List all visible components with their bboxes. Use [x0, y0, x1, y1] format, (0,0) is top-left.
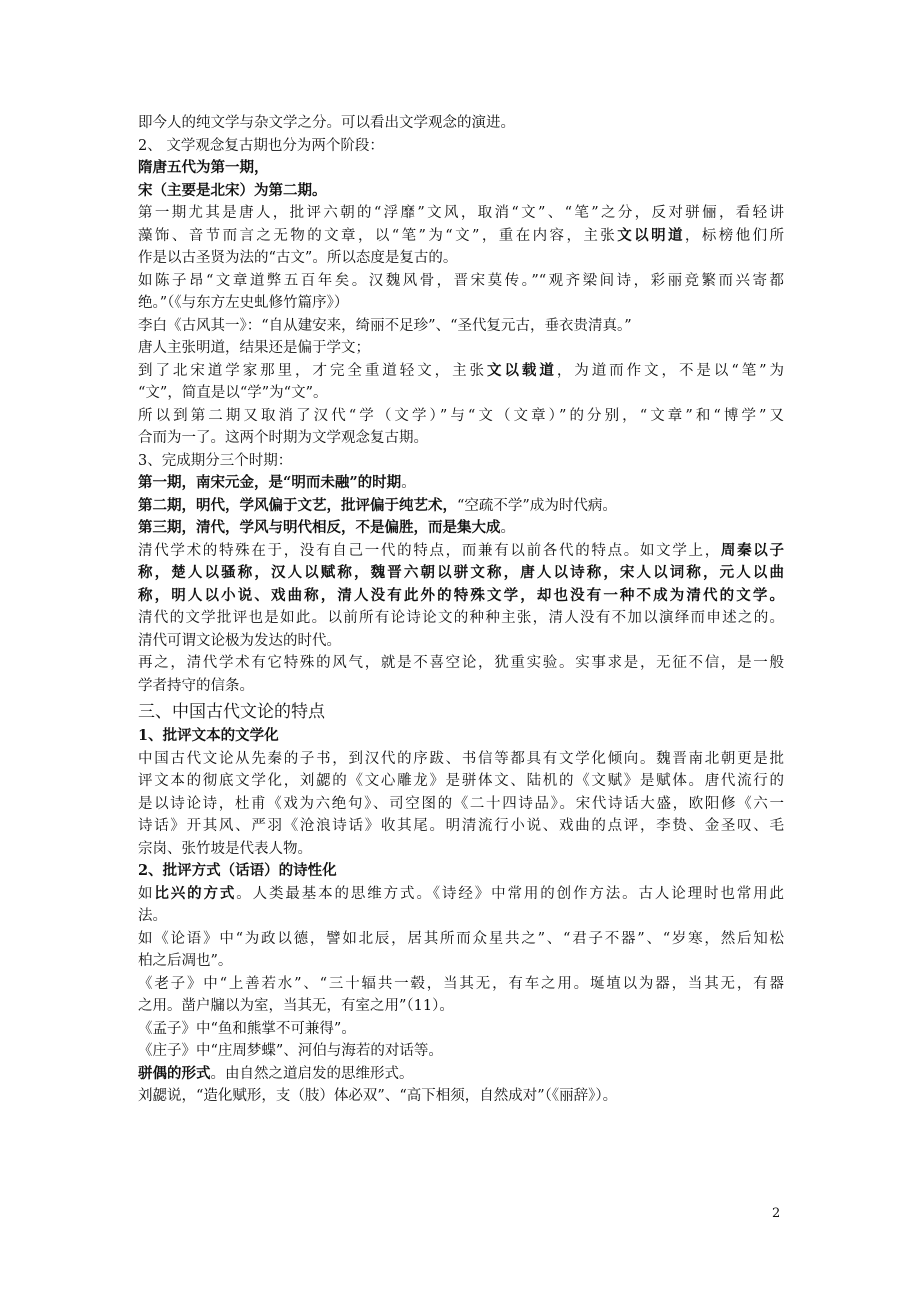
text-run: 中国古代文论从先秦的子书，到汉代的序跋、书信等都具有文学化倾向。魏晋南北朝更是批 — [138, 750, 784, 767]
text-run: 第一期尤其是唐人，批评六朝的“浮靡”文风，取消“文”、“笔”之分，反对骈俪，看轻讲 — [138, 205, 784, 221]
text-run: ，标榜他们所 — [684, 227, 784, 244]
text-line — [138, 928, 784, 951]
text-line — [138, 675, 784, 698]
text-line — [138, 247, 784, 270]
text-run: 是以诗论诗，杜甫《戏为六绝句》、司空图的《二十四诗品》。宋代诗话大盛，欧阳修《六一 — [138, 795, 784, 812]
text-line — [138, 382, 784, 405]
text-run: 《庄子》中“庄周梦蝶”、河伯与海若的对话等。 — [138, 1043, 443, 1059]
text-line — [138, 405, 784, 428]
text-run: 学者持守的信条。 — [138, 677, 254, 694]
text-line — [138, 793, 784, 816]
bold-text: 文以载道 — [487, 361, 557, 379]
bold-text: 第一期，南宋元金，是“明而未融”的时期 — [138, 474, 402, 491]
text-line — [138, 427, 784, 450]
text-line — [138, 472, 784, 495]
text-line — [138, 450, 784, 473]
text-run: 唐人主张明道，结果还是偏于学文； — [138, 340, 370, 356]
text-line — [138, 860, 784, 883]
text-run: 。人类最基本的思维方式。《诗经》中常用的创作方法。古人论理时也常用此 — [236, 885, 784, 902]
bold-text: 第三期，清代，学风与明代相反，不是偏胜，而是集大成 — [138, 519, 501, 536]
text-line — [138, 1063, 784, 1086]
bold-text: 文以明道 — [617, 226, 685, 244]
bold-text: 骈偶的形式 — [138, 1064, 211, 1082]
bold-text: 称，明人以小说、戏曲称，清人没有此外的特殊文学，却也没有一种不成为清代的文学。 — [138, 586, 784, 604]
text-run: 李白《古风其一》：“自从建安来，绮丽不足珍”、“圣代复元古，垂衣贵清真。” — [138, 317, 632, 334]
text-run: 清代的文学批评也是如此。以前所有论诗论文的种种主张，清人没有不加以演绎而申述之的。 — [138, 610, 784, 626]
text-line — [138, 517, 784, 540]
text-line — [138, 1040, 784, 1063]
text-run: 。 — [500, 520, 515, 536]
text-run: 三、中国 — [138, 702, 206, 722]
text-line — [138, 585, 784, 608]
text-run: 2、 文学观念复古期也分为两个阶段： — [138, 137, 384, 154]
text-run: 宗岗、张竹坡是代表人物。 — [138, 840, 312, 857]
text-run: 即今人的纯文学与杂文学之分。可以看出文学观念的演进。 — [138, 115, 515, 131]
bold-text: 第二期，明代，学风偏于文艺，批评偏于纯艺术， — [138, 496, 457, 514]
text-run: 古代文论的特点 — [206, 702, 325, 722]
text-line — [138, 905, 784, 928]
text-run: 刘勰说，“造化赋形，支（肢）体必双”、“高下相须，自然成对”（《丽辞》）。 — [138, 1088, 618, 1104]
text-run: “文”，简直是以“学”为“文”。 — [138, 385, 328, 401]
text-line — [138, 973, 784, 996]
text-run: 再之，清代学术有它特殊的风气，就是不喜空论，犹重实验。实事求是，无征不信，是一般 — [138, 655, 784, 671]
text-run: 如 — [138, 885, 155, 902]
text-run: 作是以古圣贤为法的“古文”。所以态度是复古的。 — [138, 250, 458, 266]
text-line — [138, 815, 784, 838]
bold-text: 1、批评文本的文学化 — [138, 727, 279, 744]
text-line — [138, 562, 784, 585]
text-run: 。 — [401, 475, 416, 491]
text-line — [138, 270, 784, 293]
bold-text: 隋唐五代为第一期， — [138, 159, 269, 176]
text-line — [138, 540, 784, 563]
text-line — [138, 652, 784, 675]
bold-text: 2、批评方式（话语）的诗性化 — [138, 862, 337, 879]
text-line — [138, 950, 784, 973]
text-run: 到了北宋道学家那里，才完全重道轻文，主张 — [138, 362, 488, 379]
text-run: ，为道而作文，不是以“笔”为 — [556, 362, 784, 379]
text-run: 所以到第二期又取消了汉代“学（文学）”与“文（文章）”的分别，“文章”和“博学”又 — [138, 407, 784, 424]
text-run: 评文本的彻底文学化，刘勰的《文心雕龙》是骈体文、陆机的《文赋》是赋体。唐代流行的 — [138, 773, 784, 789]
bold-text: 称，楚人以骚称，汉人以赋称，魏晋六朝以骈文称，唐人以诗称，宋人以词称，元人以曲 — [138, 564, 784, 581]
text-line — [138, 157, 784, 180]
text-line — [138, 495, 784, 518]
text-line — [138, 770, 784, 793]
text-line — [138, 180, 784, 203]
text-run: 如陈子昂“文章道弊五百年矣。汉魏风骨，晋宋莫传。”“观齐梁间诗，彩丽竞繁而兴寄都 — [138, 272, 784, 289]
text-line — [138, 607, 784, 630]
document-body — [138, 112, 784, 1108]
text-run: 藻饰、音节而言之无物的文章，以“笔”为“文”，重在内容，主张 — [138, 227, 618, 244]
text-line — [138, 838, 784, 861]
text-run: 《孟子》中“鱼和熊掌不可兼得”。 — [138, 1020, 356, 1037]
text-run: 绝。”（《与东方左史虬修竹篇序》） — [138, 295, 349, 311]
text-run: “空疏不学”成为时代病。 — [457, 497, 617, 514]
text-line — [138, 995, 784, 1018]
text-line — [138, 135, 784, 158]
page-number: 2 — [772, 1206, 781, 1221]
text-line — [138, 1085, 784, 1108]
section-heading — [138, 699, 784, 725]
text-line — [138, 748, 784, 771]
text-run: 3、完成期分三个时期： — [138, 452, 293, 469]
bold-text: 周秦以子 — [720, 541, 784, 559]
text-run: 法。 — [138, 908, 167, 924]
bold-text: 宋（主要是北宋）为第二期。 — [138, 181, 327, 199]
text-line — [138, 225, 784, 248]
text-run: 清代学术的特殊在于，没有自己一代的特点，而兼有以前各代的特点。如文学上， — [138, 542, 721, 559]
text-line — [138, 883, 784, 906]
text-run: 《老子》中“上善若水”、“三十辐共一毂，当其无，有车之用。埏埴以为器，当其无，有器 — [138, 975, 784, 992]
text-run: 。由自然之道启发的思维形式。 — [210, 1065, 414, 1082]
text-line — [138, 337, 784, 360]
text-line — [138, 292, 784, 315]
bold-text: 比兴的方式 — [154, 884, 237, 902]
text-line — [138, 112, 784, 135]
text-line — [138, 202, 784, 225]
text-run: 如《论语》中“为政以德，譬如北辰，居其所而众星共之”、“君子不器”、“岁寒，然后知松 — [138, 930, 784, 947]
text-line — [138, 725, 784, 748]
text-run: 之用。凿户牖以为室，当其无，有室之用”（11）。 — [138, 998, 454, 1014]
text-run: 柏之后凋也”。 — [138, 953, 233, 969]
text-line — [138, 315, 784, 338]
text-line — [138, 630, 784, 653]
text-line — [138, 360, 784, 383]
text-run: 合而为一了。这两个时期为文学观念复古期。 — [138, 430, 428, 446]
text-line — [138, 1018, 784, 1041]
text-run: 诗话》开其风、严羽《沧浪诗话》收其尾。明清流行小说、戏曲的点评，李贽、金圣叹、毛 — [138, 818, 784, 834]
text-run: 清代可谓文论极为发达的时代。 — [138, 632, 341, 649]
